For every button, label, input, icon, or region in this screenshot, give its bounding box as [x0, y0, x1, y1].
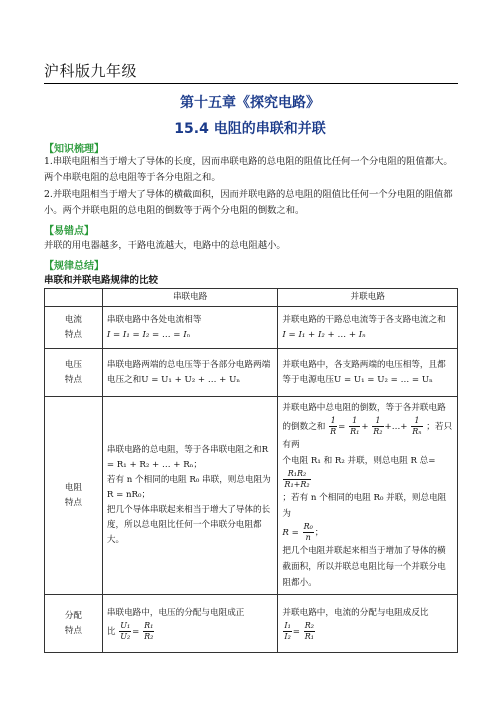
row-label-current: 电流 特点	[45, 307, 103, 349]
parallel-distribution-formula: $\frac{\text{I₁}}{\text{I₂}}$ = $\frac{\text{R₂}}{\text{R₁}}$	[284, 620, 314, 641]
parallel-resistance-text-4: 把几个电阻并联起来相当于增加了导体的横截面积，所以并联总电阻比每一个并联分电阻都小。	[282, 546, 446, 588]
cell-series-voltage: 串联电路两端的总电压等于各部分电路两端电压之和U = U₁ + U₂ + … + Uₙ	[102, 349, 278, 397]
table-row-resistance	[45, 397, 458, 595]
fraction-1-over-r: $\frac{1}{R}$	[330, 416, 337, 436]
mistakes-tag: 【易错点】	[44, 226, 94, 237]
header-parallel: 并联电路	[278, 289, 458, 307]
series-distribution-text-b: 比	[106, 626, 116, 637]
cell-series-distribution	[102, 595, 278, 653]
row-label-resistance: 电阻 特点	[45, 397, 103, 595]
fraction-1-over-r1: $\frac{1}{\text{R₁}}$	[350, 416, 360, 436]
parallel-resistance-text-1: 并联电路中总电阻的倒数，等于各并联电路的倒数之和	[282, 403, 446, 432]
parallel-resistance-line-2	[282, 453, 453, 490]
table-header-row	[45, 289, 458, 307]
knowledge-paragraph-2: 2.并联电阻相当于增大了导体的横截面积，因而并联电路的总电阻的阻值比任何一个分电阻的阻值都小。两个并联电阻的总电阻的倒数等于两个分电阻的倒数之和。	[44, 189, 453, 216]
series-current-text: 串联电路中各处电流相等	[106, 314, 202, 325]
fraction-1-over-r2: $\frac{1}{\text{R₂}}$	[373, 416, 383, 436]
cell-parallel-current	[278, 307, 458, 349]
series-current-formula: I = I₁ = I₂ = … = Iₙ	[106, 329, 191, 340]
chapter-title: 第十五章《探究电路》	[180, 95, 320, 111]
fraction-product-over-sum: $\frac{\text{R₁R₂}}{\text{R₁+R₂}}$	[284, 469, 310, 489]
parallel-distribution-text: 并联电路中，电流的分配与电阻成反比	[282, 607, 429, 618]
parallel-current-text: 并联电路的干路总电流等于各支路电流之和	[282, 314, 446, 325]
parallel-resistance-text-2: 个电阻 R₁ 和 R₂ 并联，则总电阻 R 总=	[282, 456, 436, 466]
cell-series-resistance	[102, 397, 278, 595]
series-resistance-line-2: 若有 n 个相同的电阻 R₀ 串联，则总电阻为 R = nR₀；	[106, 475, 271, 500]
fraction-r1-over-r2: $\frac{\text{R₁}}{\text{R₂}}$	[144, 620, 154, 641]
comparison-table	[44, 288, 458, 653]
series-distribution-formula: 比 $\frac{\text{U₁}}{\text{U₂}}$ = $\frac{\text{R₁}}{\text{R₂}}$	[106, 620, 154, 641]
cell-parallel-resistance	[278, 397, 458, 595]
parallel-resistance-text-1b: ；若只有两	[282, 422, 453, 450]
table-row-distribution	[45, 595, 458, 653]
header-rule	[44, 83, 458, 84]
parallel-resistance-text-3: ；若有 n 个相同的电阻 R₀ 并联，则总电阻为	[282, 493, 447, 519]
header-series: 串联电路	[102, 289, 278, 307]
row-label-distribution: 分配 特点	[45, 595, 103, 653]
knowledge-paragraph-1: 1.串联电阻相当于增大了导体的长度，因而串联电路的总电阻的阻值比任何一个分电阻的阻值都大。两个串联电阻的总电阻等于各分电阻之和。	[44, 156, 453, 183]
cell-parallel-distribution	[278, 595, 458, 653]
knowledge-tag: 【知识梳理】	[44, 144, 104, 155]
fraction-r2-over-r1: $\frac{\text{R₂}}{\text{R₁}}$	[304, 620, 314, 641]
table-heading: 串联和并联电路规律的比较	[44, 275, 159, 286]
fraction-i1-over-i2: $\frac{\text{I₁}}{\text{I₂}}$	[284, 620, 291, 641]
mistakes-text: 并联的用电器越多，干路电流越大，电路中的总电阻越小。	[44, 240, 286, 251]
parallel-current-formula: I = I₁ + I₂ + … + Iₙ	[282, 329, 366, 340]
publisher-label: 沪科版九年级	[44, 62, 138, 80]
table-row-voltage	[45, 349, 458, 397]
series-resistance-line-3: 把几个导体串联起来相当于增大了导体的长度，所以总电阻比任何一个串联分电阻都大。	[106, 505, 271, 545]
series-resistance-line-1: 串联电路的总电阻，等于各串联电阻之和R = R₁ + R₂ + … + Rₙ；	[106, 445, 269, 470]
row-label-voltage: 电压 特点	[45, 349, 103, 397]
summary-tag: 【规律总结】	[44, 261, 104, 272]
table-row-current	[45, 307, 458, 349]
section-title: 15.4 电阻的串联和并联	[174, 121, 326, 137]
fraction-r0-over-n: $\frac{\text{R₀}}{n}$	[303, 522, 313, 542]
fraction-u1-over-u2: $\frac{\text{U₁}}{\text{U₂}}$	[120, 620, 131, 641]
parallel-resistance-formula-n: R = $\frac{\text{R₀}}{n}$ ；	[282, 522, 324, 542]
header-empty-cell	[45, 289, 103, 307]
fraction-1-over-rn: $\frac{1}{\text{Rₙ}}$	[412, 416, 422, 436]
cell-series-current	[102, 307, 278, 349]
series-distribution-text: 串联电路中，电压的分配与电阻成正	[106, 607, 245, 618]
cell-parallel-voltage: 并联电路中，各支路两端的电压相等，且都等于电源电压U = U₁ = U₂ = … = Uₙ	[278, 349, 458, 397]
parallel-resistance-line-1: 并联电路中总电阻的倒数，等于各并联电路的倒数之和 $\frac{1}{R}$ = $\frac{1}{\text{R₁}}$ + $\frac{1}{\text{R₂}}$ +…+ $\frac{1}{\text{Rₙ}}$ ；若只有两	[282, 403, 453, 450]
